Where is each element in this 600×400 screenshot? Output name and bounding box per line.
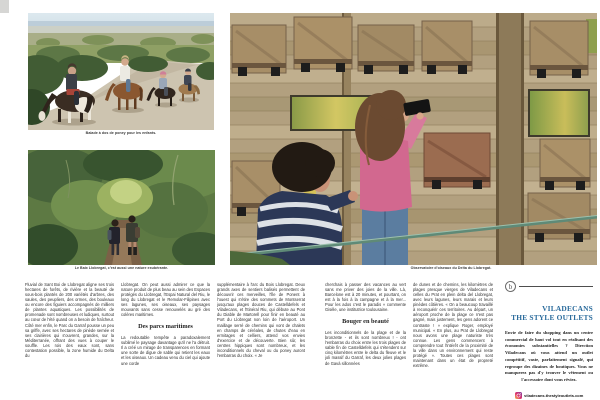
sidebar-title: [505, 305, 593, 323]
body-paragraph: La redoutable tempête a paradoxalement sublimé le paysage davantage qu'il ne l'a détruit. Il a créé un mirage de transparences en formant une sorte de digue de sable qui retient les eaux et les oiseaux. Un cadeau venu du ciel qui ajoute une corde: [121, 335, 210, 366]
sidebar-website: viladecans.thestyleoutlets.com: [524, 392, 584, 398]
style-outlets-sidebar: [505, 281, 593, 399]
sidebar-footer: [505, 392, 593, 399]
forest-walk-photo: [28, 150, 215, 265]
right-text-column-2: [413, 282, 493, 398]
left-text-column-1: [25, 282, 114, 398]
body-paragraph: supplémentaire à l'arc du Bois Llobregat. Deux grands axes de sentiers balisés permettent de découvrir ces merveilles, l'Île de Ponent à l'ouest qui s'étire des sommets de Montserrat jusqu'aux plages douces de Castelldefels et Viladecans, et l'Itinéral Riu, qui débute au Pont du Diable de Martorell pour finir en beauté au Port du Llobregat non loin de l'aéroport. Un maillage serré de chemins qui vont de chalets en champs de céréales, de chutes d'eau en ermitages et celliers, attend vos envies d'exercice et de découverte. Bien sûr, les centres hippiques sont nombreux, et les inconditionnels du cheval ou du poney auront l'embarras du choix. « Je: [217, 282, 305, 358]
sidebar-title-line1: VILADECANS: [542, 304, 593, 313]
photo-caption-pony: Balade à dos de poney pour les enfants.: [85, 131, 157, 135]
pony-ride-illustration: [28, 13, 214, 130]
photo-caption-forest: Le Baix Llobregat, c'est aussi une nature exubérante.: [74, 266, 169, 270]
left-text-column-2: [121, 282, 210, 398]
body-paragraph: Les inconditionnels de la plage et de la bronzette - et ils sont nombreux ! - ont l'embarras du choix entre les trois plages de sable fin de Castelldefels qui s'étendent sur cinq kilomètres entre le delta du fleuve et le joli massif du Garraf, les deux jolies plages de Gavà sillonnées: [325, 330, 406, 366]
body-paragraph: cherchais à passer des vacances au vert sans me priver des joies de la ville. Là, Barcelone est à 20 minutes, et pourtant, on est à la fois à la campagne et à la mer... Pour les ados c'est le paradis » commente Gisèle, une institutrice toulousaine.: [325, 282, 406, 313]
forest-walk-illustration: [28, 150, 215, 265]
body-paragraph: de dunes et de chemins, les kilomètres de plages presque vierges de Viladecans et celles du Prat en plein delta del Llobregat, avec leurs lagunes, leurs marais et leurs pinèdes côtières. « On a beaucoup travaillé à reconquérir ces territoires. Au départ, un aéroport proche de la plage ce n'est pas gagné, mais justement, les gens adorent ce contraste ! » explique Roger, employé municipal. « En plus, au Prat de Llobregat nous avons une plage naturiste très connue. Les gens commencent à comprendre tout l'intérêt de la proximité de la ville dans un environnement qui reste protégé ». Toutes ces plages sont maintenant dans un état de propreté extrême.: [413, 282, 493, 368]
sidebar-badge-icon: b: [505, 281, 516, 292]
sidebar-body: Envie de faire du shopping dans un centre commercial de haut vol tout en réalisant des économies substantielles ? Direction Viladecans où vous attend un outlet compétitif, vaste, parfaitement signalé, qui regroupe des dizaines de boutiques. Vous ne manquerez pas d'y trouver le vêtement ou l'accessoire dont vous rêviez.: [505, 329, 593, 382]
pony-ride-photo: [28, 13, 214, 130]
section-heading-bouger-en-beaute: Bouger en beauté: [342, 318, 389, 326]
body-paragraph: Fluvial de Sant Boi de Llobregat aligne ses trois hectares de forêts, de rivière et la beauté de sous-bois plantés de 200 variétés d'arbres, des saules, des peupliers, des ormes, des bouleaux ou encore des figuiers accompagnés de milliers de plantes aquatiques. Les possibilités de promenade sont nombreuses et ludiques, surtout au cœur de l'été quand on a besoin de fraîcheur. Côté mer enfin, le Parc du Garraf pousse un peu sa griffe, avec ses hectares de pinède semée et ses clairières qui s'ouvrent, grandes, sur la Méditerranée, offrant des vues à couper le souffle. Les rois des eaux sont, sans contestation possible, la zone humide du Delta du: [25, 282, 114, 358]
scan-edge-artifact: [0, 0, 9, 13]
sidebar-title-line2: THE STYLE OUTLETS: [511, 312, 593, 322]
bird-observatory-photo: [230, 13, 597, 265]
bird-observatory-illustration: [230, 13, 597, 265]
right-text-column-1: [325, 282, 406, 398]
instagram-icon: [515, 392, 522, 399]
left-text-column-3: [217, 282, 305, 398]
body-paragraph: Llobregat. On peut aussi admirer ce que la nature produit de plus beau au sein des Espaces protégés du Llobregat, l'Espai Natural del Riu, le long du Llobregat et le Remolar-Filipines avec ses lagunes, ses oiseaux, ses paysages mouvants sans cesse renouvelés au gré des colères maritimes.: [121, 282, 210, 318]
photo-caption-observatory: Observatoire d'oiseaux du Delta du Llobregat.: [410, 266, 492, 270]
section-heading-parcs-maritimes: Des parcs maritimes: [138, 323, 193, 331]
sidebar-header: [505, 281, 593, 292]
sidebar-rule: [519, 286, 593, 287]
